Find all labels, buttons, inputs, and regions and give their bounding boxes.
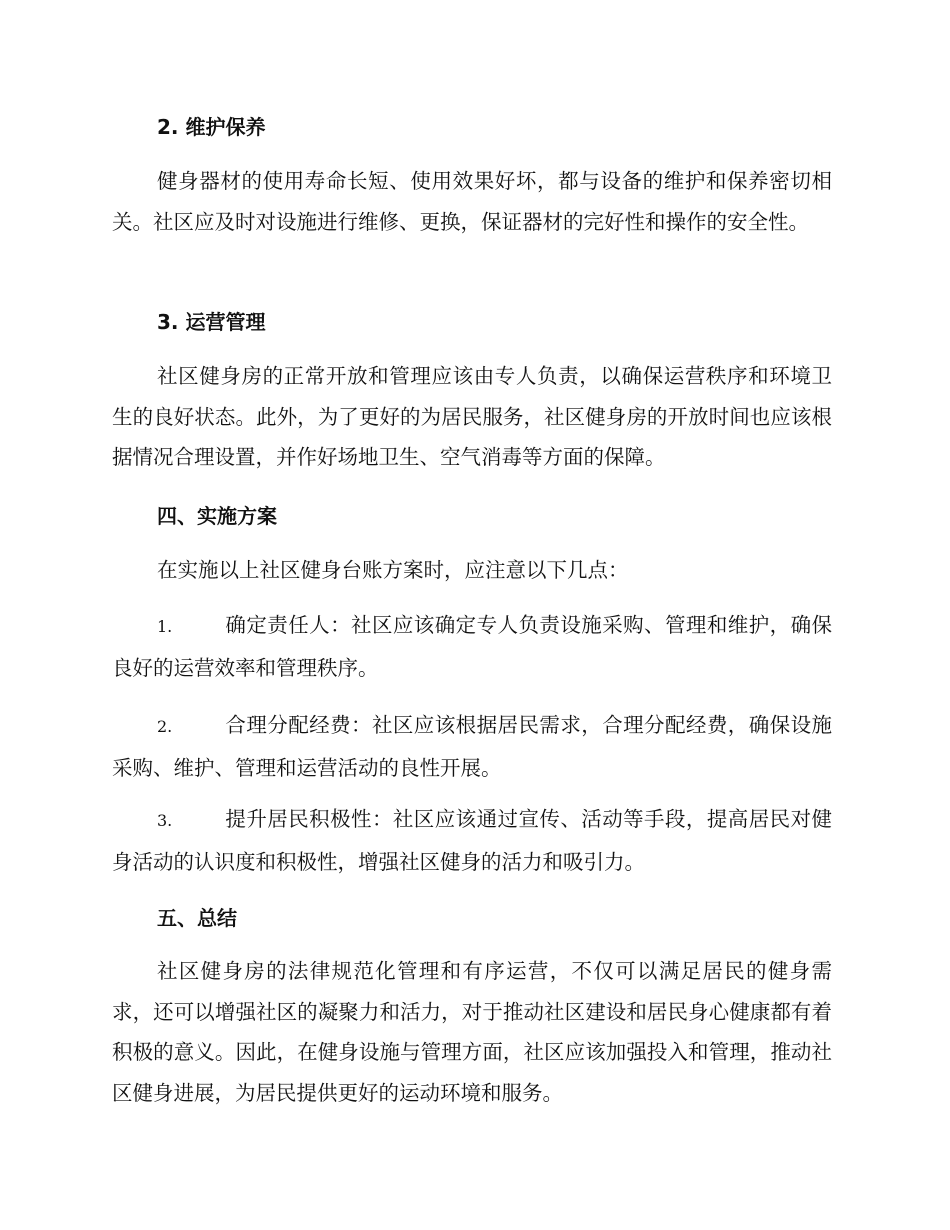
list-item bbox=[112, 605, 832, 688]
section-heading-operations: 3. 运营管理 bbox=[157, 310, 266, 334]
list-item-text: 合理分配经费：社区应该根据居民需求，合理分配经费，确保设施采购、维护、管理和运营活动的良性开展。 bbox=[112, 713, 832, 780]
paragraph-implementation-intro: 在实施以上社区健身台账方案时，应注意以下几点： bbox=[157, 558, 629, 582]
list-item-number: 2. bbox=[157, 717, 173, 736]
list-item bbox=[112, 705, 832, 788]
list-item bbox=[112, 799, 832, 882]
paragraph-summary: 社区健身房的法律规范化管理和有序运营，不仅可以满足居民的健身需求，还可以增强社区的凝聚力和活力，对于推动社区建设和居民身心健康都有着积极的意义。因此，在健身设施与管理方面，社区应该加强投入和管理，推动社区健身进展，为居民提供更好的运动环境和服务。 bbox=[112, 959, 832, 1105]
list-item-text: 提升居民积极性：社区应该通过宣传、活动等手段，提高居民对健身活动的认识度和积极性，增强社区健身的活力和吸引力。 bbox=[112, 807, 832, 874]
paragraph-operations: 社区健身房的正常开放和管理应该由专人负责，以确保运营秩序和环境卫生的良好状态。此外，为了更好的为居民服务，社区健身房的开放时间也应该根据情况合理设置，并作好场地卫生、空气消毒等方面的保障。 bbox=[112, 364, 832, 469]
section-heading-implementation: 四、实施方案 bbox=[157, 504, 277, 528]
list-item-text: 确定责任人：社区应该确定专人负责设施采购、管理和维护，确保良好的运营效率和管理秩序。 bbox=[112, 613, 832, 680]
list-item-number: 3. bbox=[157, 811, 173, 830]
section-heading-summary: 五、总结 bbox=[157, 906, 237, 930]
section-heading-maintenance: 2. 维护保养 bbox=[157, 115, 266, 139]
paragraph-maintenance: 健身器材的使用寿命长短、使用效果好坏，都与设备的维护和保养密切相关。社区应及时对设施进行维修、更换，保证器材的完好性和操作的安全性。 bbox=[112, 169, 832, 234]
list-item-number: 1. bbox=[157, 617, 173, 636]
